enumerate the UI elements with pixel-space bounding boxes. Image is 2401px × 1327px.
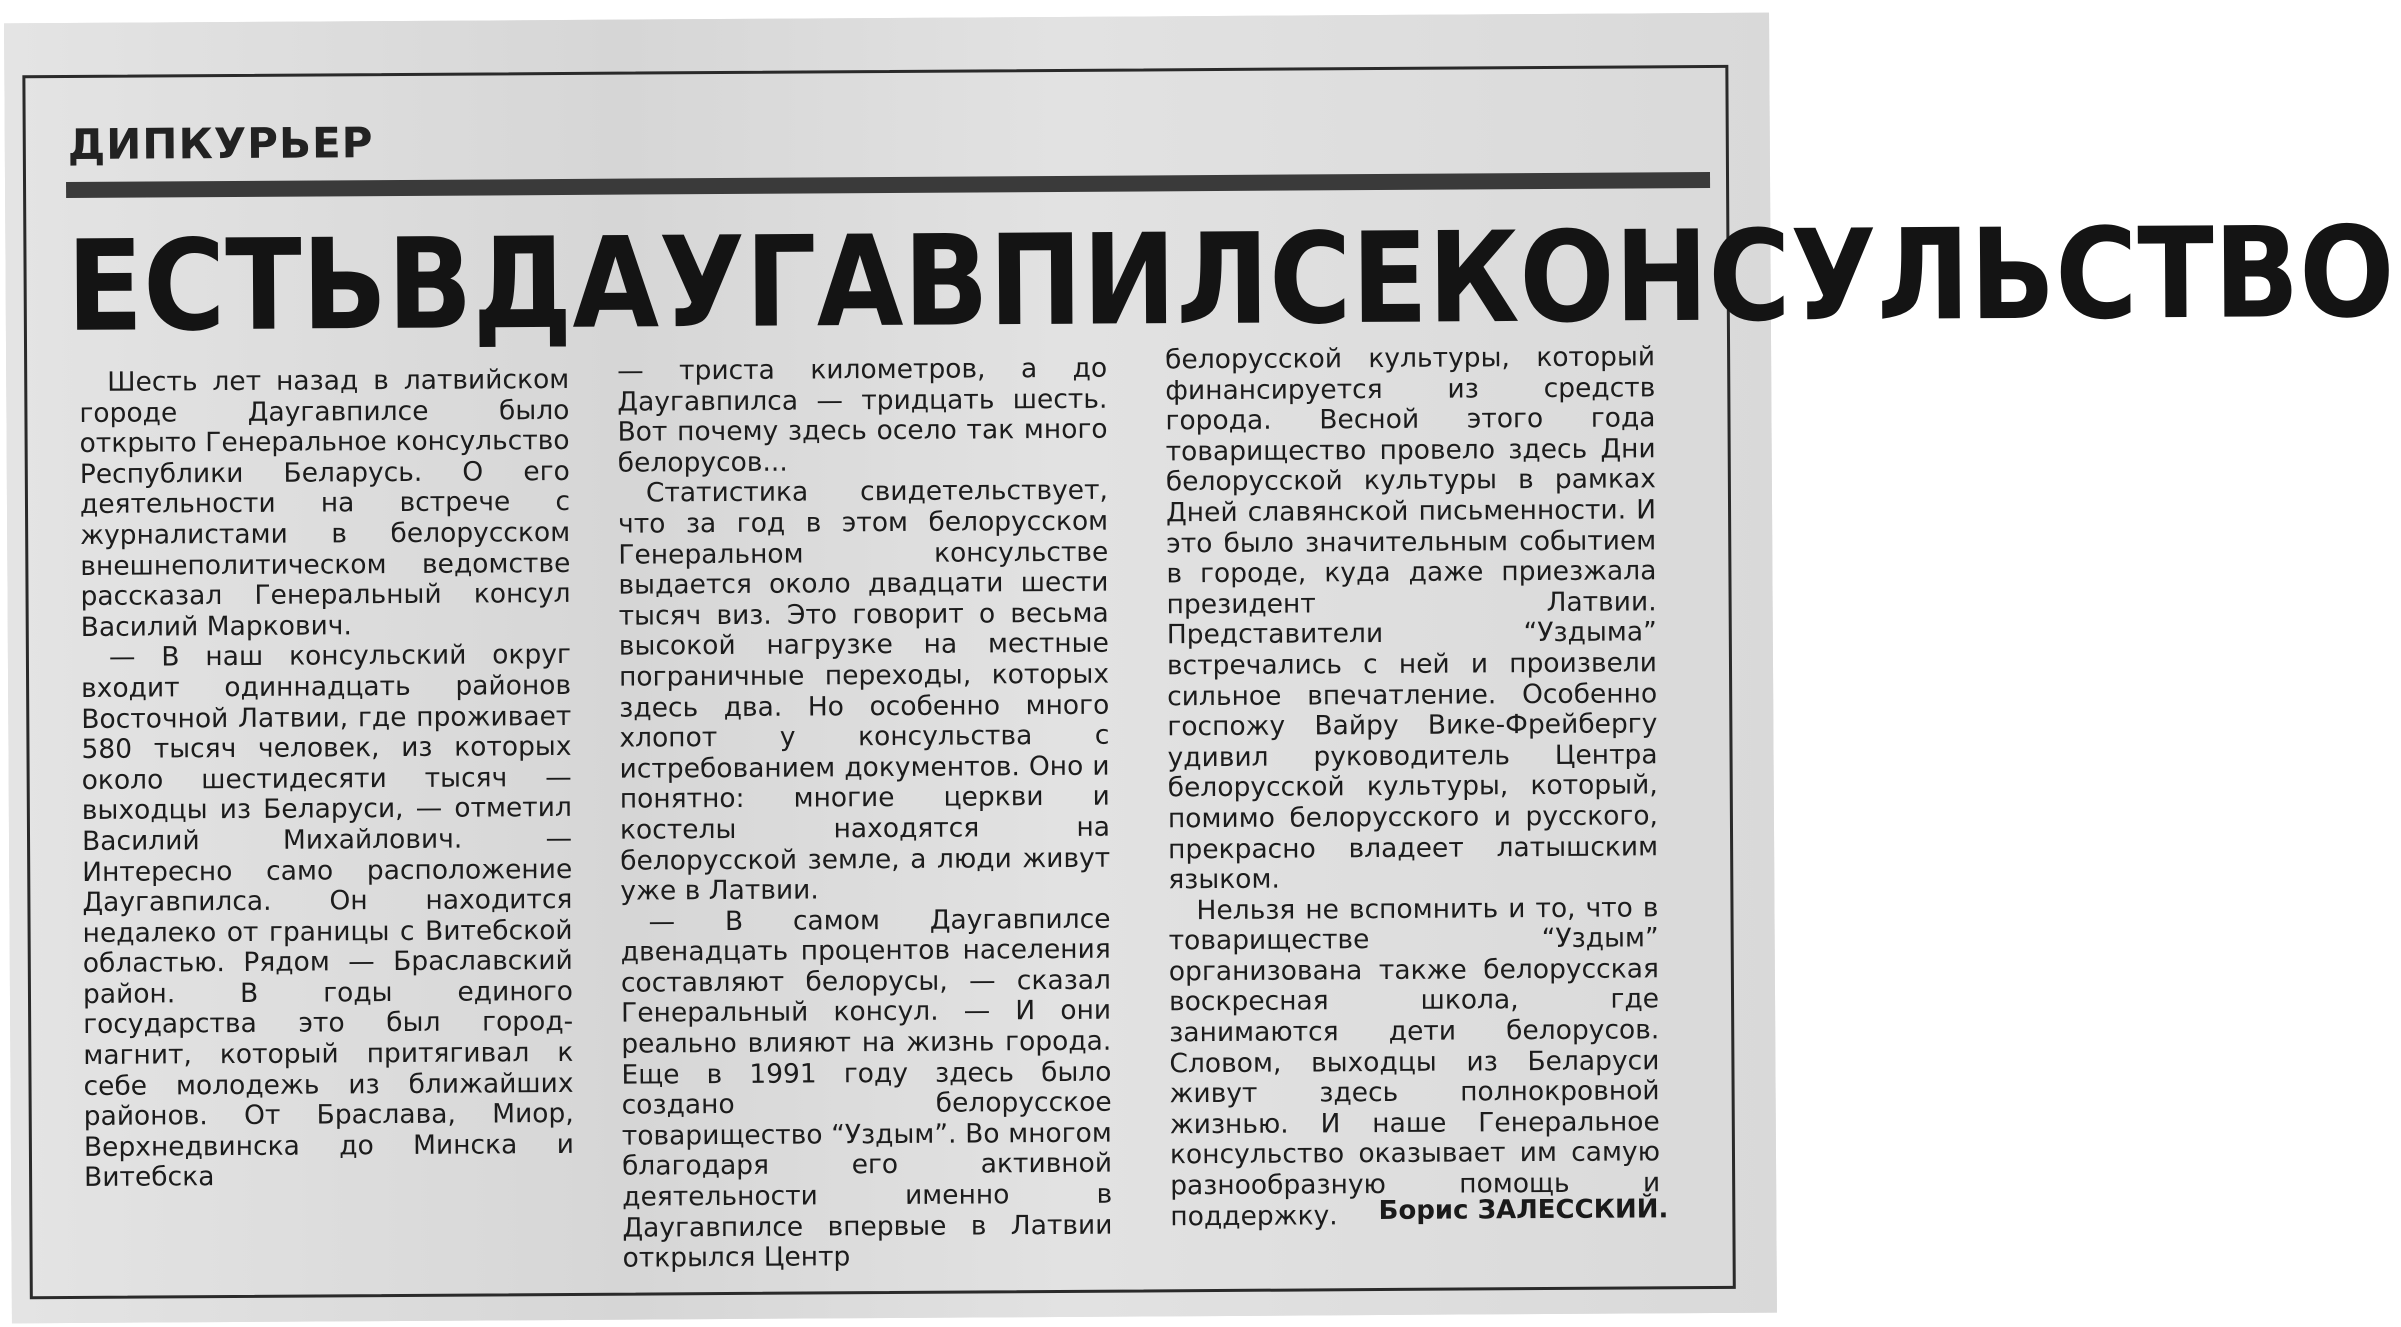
author-byline: Борис ЗАЛЕССКИЙ. (1378, 1194, 1669, 1227)
paragraph: — В самом Даугавпилсе двенадцать процентов населения составляют белорусы, — сказал Генеральный консул. — И они реально влияют на жизнь города. Еще в 1991 году здесь было создано белорусское товарищество “Уздым”. Во многом благодаря его активной деятельности именно в Даугавпилсе впервые в Латвии открылся Центр (620, 903, 1113, 1274)
paragraph: Статистика свидетельствует, что за год в этом белорусском Генеральном консульстве выдается около двадцати шести тысяч виз. Это говорит о весьма высокой нагрузке на местные пограничные переходы, которых здесь два. Но особенно много хлопот у консульства с истребованием документов. Оно и понятно: многие церкви и костелы находятся на белорусской земле, а люди живут уже в Латвии. (618, 475, 1111, 907)
newspaper-clipping (4, 13, 2395, 1324)
article-column-1 (79, 365, 574, 1194)
paragraph-continued: белорусской культуры, который финансируется из средств города. Весной этого года товарищество провело здесь Дни белорусской культуры в рамках Дней славянской письменности. И это было значительным событием в городе, куда даже приезжала президент Латвии. Представители “Уздыма” встречались с ней и произвели сильное впечатление. Особенно госпожу Вайру Вике-Фрейбергу удивил руководитель Центра белорусской культуры, который, помимо белорусского и русского, прекрасно владеет латышским языком. (1165, 341, 1659, 896)
paragraph: Нельзя не вспомнить и то, что в товариществе “Уздым” организована также белорусская воскресная школа, где занимаются дети белорусов. Словом, выходцы из Беларуси живут здесь полнокровной жизнью. И наше Генеральное консульство оказывает им самую разнообразную помощь и поддержку. (1168, 892, 1661, 1232)
article-column-3 (1165, 342, 1660, 1232)
headline-word: ДАУГАВПИЛСЕ (472, 206, 1429, 358)
paragraph: — В наш консульский округ входит одиннадцать районов Восточной Латвии, где проживает 580 тысяч человек, из которых около шестидесяти тысяч — выходцы из Беларуси, — отметил Василий Михайлович. — Интересно само расположение Даугавпилса. Он находится недалеко от границы с Витебской областью. Рядом — Браславский район. В годы единого государства это был город-магнит, который притягивал к себе молодежь из ближайших районов. От Браслава, Миор, Верхнедвинска до Минска и Витебска (81, 639, 574, 1194)
article-column-2 (617, 354, 1113, 1275)
rubric-title: ДИПКУРЬЕР (67, 118, 374, 170)
headline-word: В (386, 212, 473, 359)
headline (66, 172, 2395, 361)
paragraph: Шесть лет назад в латвийском городе Даугавпилсе было открыто Генеральное консульство Республики Беларусь. О его деятельности на встрече с журналистами в белорусском внешнеполитическом ведомстве рассказал Генеральный консул Василий Маркович. (79, 363, 571, 643)
paragraph-continued: — триста километров, а до Даугавпилса — тридцать шесть. Вот почему здесь осело так много белорусов... (617, 352, 1108, 479)
headline-word: КОНСУЛЬСТВО (1427, 200, 2395, 352)
article-frame (22, 65, 2395, 1299)
headline-word: ЕСТЬ (66, 212, 388, 361)
